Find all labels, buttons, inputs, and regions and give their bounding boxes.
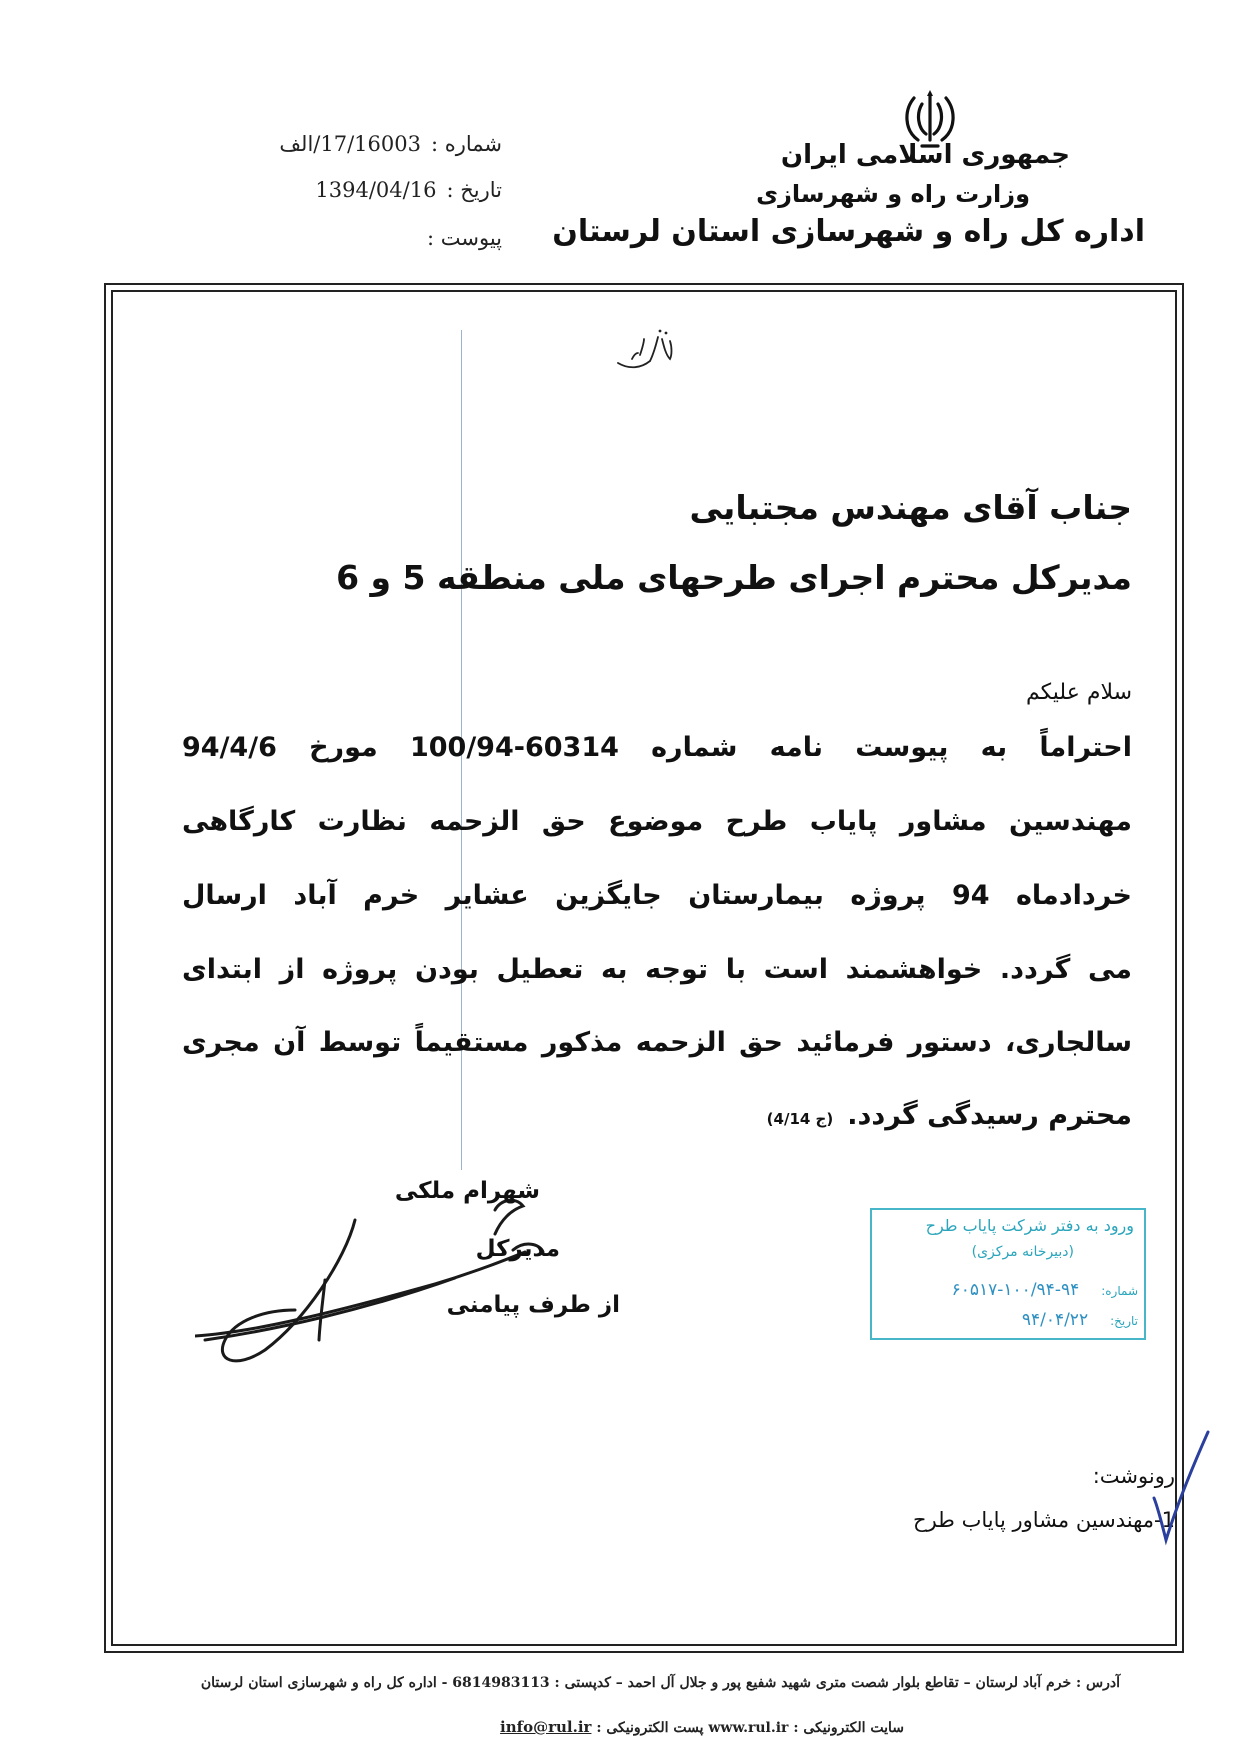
letter-date [262, 178, 502, 202]
header-ministry: وزارت راه و شهرسازی [756, 180, 1030, 208]
body-line-6 [767, 1100, 1132, 1131]
stamp-number-row [952, 1280, 1138, 1300]
stamp-date-value: ۹۴/۰۴/۲۲ [1021, 1310, 1089, 1330]
stamp-date-row [1022, 1310, 1138, 1330]
signatory-on-behalf: از طرف پیامنی [446, 1292, 620, 1318]
letter-attachment [262, 226, 502, 250]
letter-number-value: 17/16003/الف [279, 132, 421, 156]
addressee-name: جناب آقای مهندس مجتبایی [689, 488, 1132, 527]
stamp-date-label: تاریخ: [1110, 1314, 1138, 1328]
cc-label: رونوشت: [1092, 1464, 1175, 1488]
footer-contact [424, 1718, 904, 1736]
signatory-name: شهرام ملکی [394, 1178, 540, 1204]
stamp-title: ورود به دفتر شرکت پایاب طرح [925, 1216, 1134, 1235]
addressee-title: مدیرکل محترم اجرای طرحهای ملی منطقه 5 و 6 [336, 558, 1132, 597]
header-department: اداره کل راه و شهرسازی استان لرستان [552, 214, 1145, 249]
body-line-6-text: محترم رسیدگی گردد. [847, 1100, 1132, 1131]
check-mark-icon [1150, 1428, 1212, 1546]
stamp-number-value: ۹۴-۱۰۰/۹۴-۶۰۵۱۷ [951, 1280, 1080, 1300]
letter-attachment-label: پیوست : [427, 226, 502, 250]
body-line-2: مهندسین مشاور پایاب طرح موضوع حق الزحمه نظارت کارگاهی [182, 806, 1132, 837]
footer-address: آدرس : خرم آباد لرستان – تقاطع بلوار شصت متری شهید شفیع پور و جلال آل احمد – کدپستی : 6814983113 - اداره کل راه و شهرسازی استان لرستان [200, 1675, 1120, 1691]
body-line-5: سالجاری، دستور فرمائید حق الزحمه مذکور مستقیماً توسط آن مجری [182, 1027, 1132, 1058]
tabarok-handwritten-mark [610, 325, 680, 375]
email-link[interactable]: info@rul.ir [500, 1718, 592, 1736]
greeting: سلام علیکم [1025, 680, 1132, 705]
letter-date-value: 1394/04/16 [315, 178, 437, 202]
cc-item: 1-مهندسین مشاور پایاب طرح [913, 1508, 1175, 1532]
reference-code: (ج 4/14) [766, 1110, 834, 1128]
received-stamp [870, 1208, 1146, 1340]
body-line-1: احتراماً به پیوست نامه شماره 60314-100/94 مورخ 94/4/6 [182, 732, 1132, 763]
letter-date-label: تاریخ : [446, 178, 502, 202]
letter-number [262, 132, 502, 156]
signatory-title: مدیرکل [475, 1236, 560, 1262]
website-link[interactable]: www.rul.ir [708, 1720, 789, 1736]
letter-number-label: شماره : [430, 132, 502, 156]
body-line-3: خردادماه 94 پروژه بیمارستان جایگزین عشایر خرم آباد ارسال [182, 880, 1132, 911]
email-label: پست الکترونیکی : [596, 1720, 704, 1736]
header-country: جمهوری اسلامی ایران [780, 140, 1070, 170]
website-label: سایت الکترونیکی : [793, 1720, 904, 1736]
stamp-subtitle: (دبیرخانه مرکزی) [971, 1244, 1074, 1260]
stamp-number-label: شماره: [1101, 1284, 1138, 1298]
body-line-4: می گردد. خواهشمند است با توجه به تعطیل بودن پروژه از ابتدای [182, 954, 1132, 985]
